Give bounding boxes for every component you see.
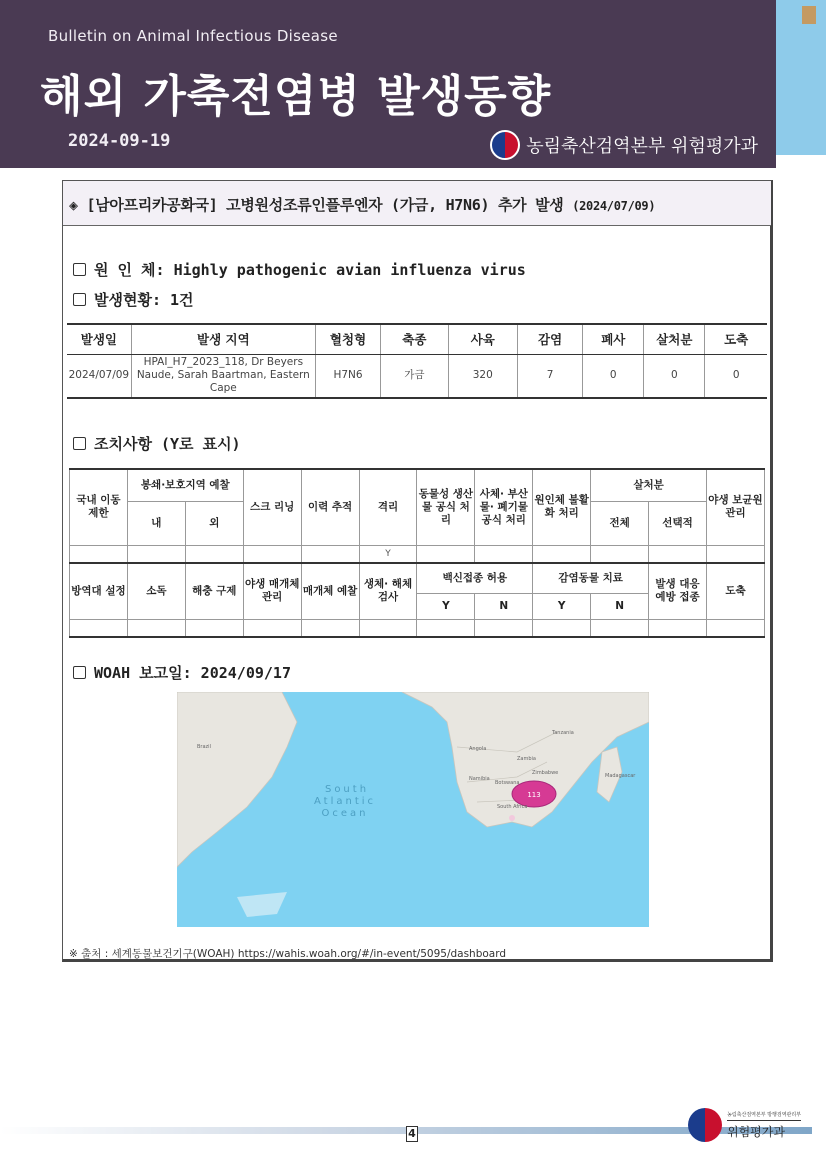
header-band [0, 0, 776, 168]
outbreak-table-header [67, 324, 767, 354]
table-cell [185, 545, 243, 563]
col-header: 전체 [591, 501, 649, 545]
col-header: 해충 구제 [185, 563, 243, 619]
pathogen-line [73, 259, 526, 280]
report-headline [63, 181, 771, 226]
col-header: 사체· 부산물· 폐기물 공식 처리 [475, 469, 533, 545]
col-header: 봉쇄·보호지역 예찰 [127, 469, 243, 501]
island-shape [237, 892, 287, 917]
table-cell [706, 545, 764, 563]
table-cell: H7N6 [315, 354, 380, 398]
col-header: 매개체 예찰 [301, 563, 359, 619]
country-label: Madagascar [605, 773, 636, 779]
footer-org [727, 1111, 801, 1140]
woah-text: WOAH 보고일: 2024/09/17 [94, 664, 291, 682]
org-name: 농림축산검역본부 위험평가과 [526, 136, 758, 157]
table-cell [417, 545, 475, 563]
ocean-label-line: Atlantic [313, 796, 377, 807]
country-label: Brazil [197, 744, 211, 750]
square-bullet-icon [73, 263, 86, 276]
table-cell [475, 619, 533, 637]
table-cell: 0 [644, 354, 705, 398]
table-cell [475, 545, 533, 563]
bulletin-subtitle: Bulletin on Animal Infectious Disease [48, 27, 338, 45]
table-cell: 2024/07/09 [68, 369, 130, 382]
page-title: 해외 가축전염병 발생동향 [40, 71, 552, 122]
table-cell [70, 619, 128, 637]
col-header: 축종 [381, 324, 448, 354]
table-row [70, 545, 765, 563]
measures-text: 조치사항 (Y로 표시) [94, 435, 241, 453]
south-america-land [177, 692, 297, 867]
col-header: 스크 리닝 [243, 469, 301, 545]
col-header: Y [417, 593, 475, 619]
table-cell [359, 619, 417, 637]
status-text: 발생현황: 1건 [94, 291, 194, 309]
col-header: 감염 [518, 324, 583, 354]
col-header: 발생일 [67, 324, 131, 354]
col-header: 야생 보균원 관리 [706, 469, 764, 545]
col-header: 혈청형 [315, 324, 380, 354]
table-row [67, 354, 767, 398]
taegeuk-logo-icon [490, 130, 520, 160]
country-label: Angola [469, 746, 487, 752]
table-row [70, 619, 765, 637]
col-header: 원인체 불활화 처리 [533, 469, 591, 545]
table-cell [417, 619, 475, 637]
footer-logo [688, 1108, 801, 1142]
table-cell: 0 [705, 354, 767, 398]
country-label: Botswana [495, 780, 520, 786]
square-bullet-icon [73, 437, 86, 450]
taegeuk-logo-icon [688, 1108, 722, 1142]
col-header: N [475, 593, 533, 619]
col-header: N [591, 593, 649, 619]
headline-date: (2024/07/09) [572, 199, 656, 213]
measures-table [69, 468, 765, 638]
table-cell [591, 619, 649, 637]
map-svg [177, 692, 649, 927]
col-header: 이력 추적 [301, 469, 359, 545]
footer-org-big: 위험평가과 [727, 1120, 801, 1140]
col-header: 살처분 [644, 324, 705, 354]
bulletin-date: 2024-09-19 [68, 131, 171, 151]
measures-header-row [70, 469, 765, 501]
minor-marker [509, 815, 515, 821]
woah-line [73, 662, 291, 683]
diamond-marker-icon: ◈ [69, 196, 78, 214]
table-cell [591, 545, 649, 563]
pathogen-text: 원 인 체: Highly pathogenic avian influenza virus [94, 261, 526, 279]
outbreak-marker-label: 113 [527, 791, 541, 799]
col-header: 살처분 [591, 469, 707, 501]
outbreak-table [67, 323, 767, 399]
table-cell [649, 545, 707, 563]
col-header: Y [533, 593, 591, 619]
col-header: 폐사 [583, 324, 644, 354]
measures-line [73, 433, 241, 454]
ocean-label-line: Ocean [321, 808, 369, 819]
country-label: Zambia [517, 756, 536, 762]
table-cell: 7 [518, 354, 583, 398]
headline-text: [남아프리카공화국] 고병원성조류인플루엔자 (가금, H7N6) 추가 발생 [86, 196, 564, 214]
table-cell [533, 545, 591, 563]
table-cell: 320 [448, 354, 517, 398]
col-header: 발생 지역 [131, 324, 315, 354]
measures-header-row-2 [70, 563, 765, 593]
col-header: 도축 [706, 563, 764, 619]
square-bullet-icon [73, 293, 86, 306]
table-cell [706, 619, 764, 637]
side-tab-accent [802, 6, 816, 24]
footer-org-small: 농림축산검역본부 방행검역관리부 [727, 1111, 802, 1118]
table-cell: Y [359, 545, 417, 563]
table-cell [649, 619, 707, 637]
country-label: Namibia [469, 776, 490, 782]
country-label: Tanzania [552, 730, 574, 736]
table-cell [243, 619, 301, 637]
ocean-label-line: South [324, 784, 370, 795]
table-cell [301, 619, 359, 637]
table-cell: HPAI_H7_2023_118, Dr Beyers Naude, Sarah Baartman, Eastern Cape [131, 354, 315, 398]
table-cell [127, 545, 185, 563]
table-cell [243, 545, 301, 563]
col-header: 국내 이동 제한 [70, 469, 128, 545]
table-cell [70, 545, 128, 563]
country-label: Zimbabwe [532, 770, 559, 776]
col-header: 야생 매개체 관리 [243, 563, 301, 619]
col-header: 격리 [359, 469, 417, 545]
org-label [490, 130, 758, 160]
table-cell [533, 619, 591, 637]
col-header: 소독 [127, 563, 185, 619]
col-header: 백신접종 허용 [417, 563, 533, 593]
table-cell: 가금 [381, 354, 448, 398]
country-label: South Africa [497, 804, 528, 810]
report-box [62, 180, 773, 962]
table-cell: 0 [583, 354, 644, 398]
table-cell [301, 545, 359, 563]
col-header: 도축 [705, 324, 767, 354]
table-cell [127, 619, 185, 637]
col-header: 방역대 설정 [70, 563, 128, 619]
page-number: 4 [406, 1126, 418, 1142]
outbreak-map[interactable] [177, 692, 649, 927]
side-tab [776, 0, 826, 155]
col-header: 감염동물 치료 [533, 563, 649, 593]
source-note: ※ 출처 : 세계동물보건기구(WOAH) https://wahis.woah.org/#/in-event/5095/dashboard [69, 948, 507, 960]
table-cell [185, 619, 243, 637]
col-header: 발생 대응 예방 접종 [649, 563, 707, 619]
square-bullet-icon [73, 666, 86, 679]
col-header: 생체· 해체 검사 [359, 563, 417, 619]
col-header: 동물성 생산물 공식 처리 [417, 469, 475, 545]
col-header: 내 [127, 501, 185, 545]
status-line [73, 289, 194, 310]
col-header: 외 [185, 501, 243, 545]
col-header: 선택적 [649, 501, 707, 545]
col-header: 사육 [448, 324, 517, 354]
